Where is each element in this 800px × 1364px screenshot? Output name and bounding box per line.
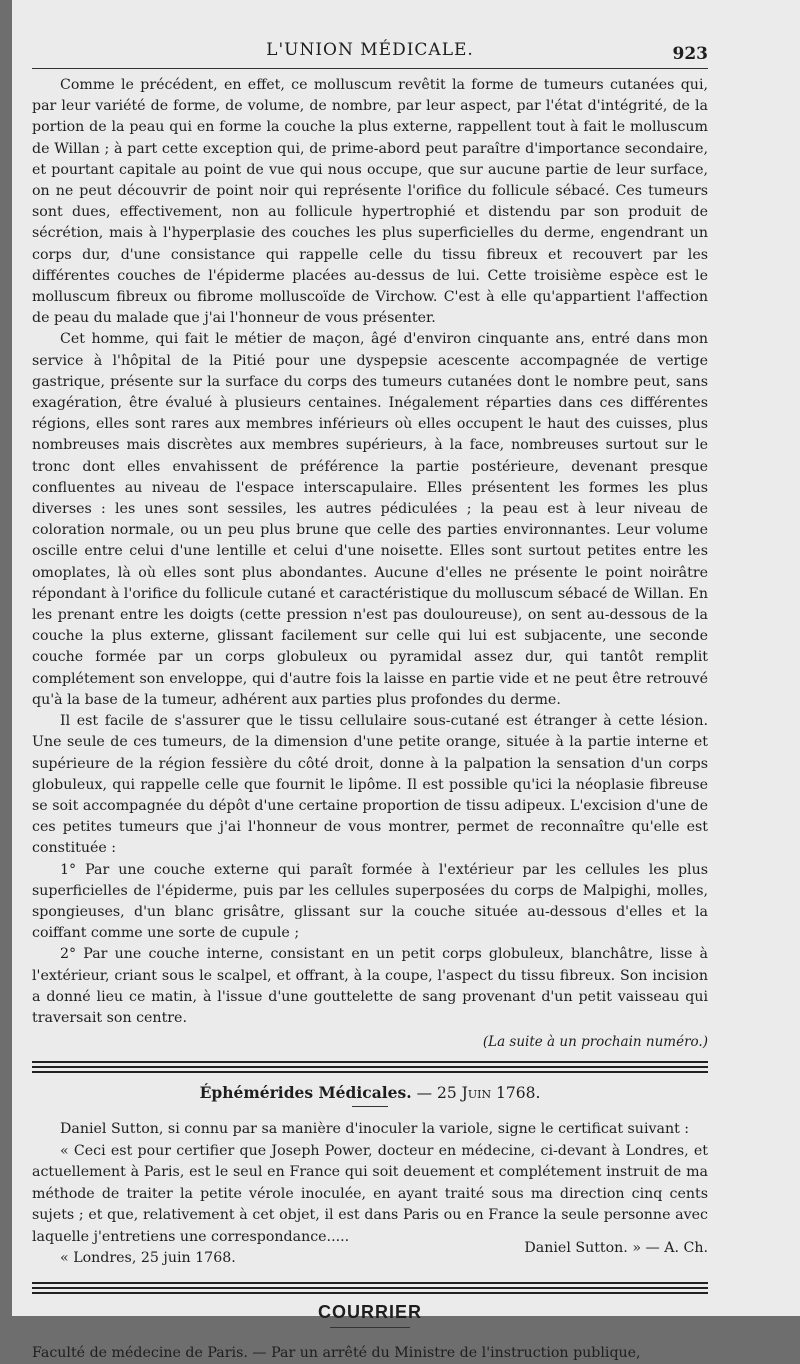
- running-title: L'UNION MÉDICALE.: [266, 40, 474, 60]
- short-divider: [352, 1106, 388, 1107]
- courrier-divider: [330, 1327, 410, 1328]
- signature-line: [32, 1240, 708, 1274]
- ephemerides-heading: [32, 1083, 708, 1102]
- ephemerides-date: — 25 Juin 1768.: [416, 1084, 541, 1103]
- journal-page: [32, 40, 708, 1364]
- page-sheet: [12, 0, 800, 1362]
- courrier-rule-bottom: [32, 1288, 708, 1294]
- article-paragraph: Cet homme, qui fait le métier de maçon, âgé d'environ cinquante ans, entré dans mon service à l'hôpital de la Pitié pour une dyspepsie acescente accompagnée de vertige gastrique, présente sur la surface du corps des tumeurs cutanées dont le nombre peut, sans exagération, être évalué à plusieurs centaines. Inégalement réparties dans ces différentes régions, elles sont rares aux membres inférieurs où elles occupent le haut des cuisses, plus nombreuses mais discrètes aux membres supérieurs, à la face, nombreuses surtout sur le tronc dont elles envahissent de préférence la partie postérieure, devenant presque confluentes au niveau de l'espace interscapulaire. Elles présentent les formes les plus diverses : les unes sont sessiles, les autres pédiculées ; la peau est à leur niveau de coloration normale, ou un peu plus brune que celle des parties environnantes. Leur volume oscille entre celui d'une lentille et celui d'une noisette. Elles sont surtout petites entre les omoplates, là où elles sont plus abondantes. Aucune d'elles ne présente le point noirâtre répondant à l'orifice du follicule cutané et caractéristique du molluscum sébacé de Willan. En les prenant entre les doigts (cette pression n'est pas douloureuse), on sent au-dessous de la couche la plus externe, glissant facilement sur celle qui lui est subjacente, une seconde couche formée par un corps globuleux ou pyramidal assez dur, qui tantôt remplit complétement son enveloppe, qui d'autre fois la laisse en partie vide et ne peut être retrouvé qu'à la base de la tumeur, adhérent aux parties plus profondes du derme.: [32, 331, 708, 708]
- article-paragraph: Il est facile de s'assurer que le tissu cellulaire sous-cutané est étranger à cette lésion. Une seule de ces tumeurs, de la dimension d'une petite orange, située à la partie interne et supérieure de la région fessière du côté droit, donne à la palpation la sensation d'un corps globuleux, qui rappelle celle que fournit le lipôme. Il est possible qu'ici la néoplasie fibreuse se soit accompagnée du dépôt d'une certaine proportion de tissu adipeux. L'excision d'une de ces petites tumeurs que j'ai l'honneur de vous montrer, permet de reconnaître qu'elle est constituée :: [32, 713, 708, 857]
- article-paragraph: Comme le précédent, en effet, ce molluscum revêtit la forme de tumeurs cutanées qui, par leur variété de forme, de volume, de nombre, par leur aspect, par l'état d'intégrité, de la portion de la peau qui en forme la couche la plus externe, rappellent tout à fait le molluscum de Willan ; à part cette exception qui, de prime-abord peut paraître d'importance secondaire, et pourtant capitale au point de vue qui nous occupe, que sur aucune partie de leur surface, on ne peut découvrir de point noir qui représente l'orifice du follicule sébacé. Ces tumeurs sont dues, effectivement, non au follicule hypertrophié et distendu par son produit de sécrétion, mais à l'hyperplasie des couches les plus superficielles du derme, engendrant un corps dur, d'une consistance qui rappelle celle du tissu fibreux et recouvert par les différentes couches de l'épiderme placées au-dessus de lui. Cette troisième espèce est le molluscum fibreux ou fibrome molluscoïde de Virchow. C'est à elle qu'appartient l'affection de peau du malade que j'ai l'honneur de vous présenter.: [32, 77, 708, 327]
- ephemerides-quote: « Ceci est pour certifier que Joseph Power, docteur en médecine, ci-devant à Londres, et actuellement à Paris, est le seul en France qui soit deuement et complétement instruit de ma méthode de traiter la petite vérole inoculée, en ayant traité sous ma direction cinq cents sujets ; et que, relativement à cet objet, il est dans Paris ou en France la seule personne avec laquelle j'entretiens une correspondance.....: [32, 1142, 708, 1245]
- courrier-heading: COURRIER: [317, 1302, 422, 1323]
- continued-note: (La suite à un prochain numéro.): [482, 1034, 708, 1051]
- ephemerides-intro: Daniel Sutton, si connu par sa manière d'inoculer la variole, signe le certificat suivant :: [60, 1121, 690, 1138]
- header-rule: [32, 68, 708, 69]
- ephemerides-section: [32, 1083, 708, 1274]
- article-body: [32, 75, 708, 1053]
- article-paragraph: 1° Par une couche externe qui paraît formée à l'extérieur par les cellules les plus superficielles de l'épiderme, puis par les cellules superposées du corps de Malpighi, molles, spongieuses, d'un blanc grisâtre, glissant sur la couche située au-dessous d'elles et la coiffant comme une sorte de cupule ;: [32, 861, 708, 942]
- courrier-line: Faculté de médecine de Paris. — Par un arrêté du Ministre de l'instruction publique,: [32, 1345, 641, 1362]
- running-head: [32, 40, 708, 68]
- section-rule-bottom: [32, 1067, 708, 1073]
- place-date: « Londres, 25 juin 1768.: [60, 1250, 236, 1267]
- ephemerides-title: Éphémérides Médicales.: [199, 1083, 412, 1103]
- signature: Daniel Sutton. » — A. Ch.: [524, 1240, 708, 1257]
- page-number: 923: [672, 44, 708, 64]
- article-paragraph: 2° Par une couche interne, consistant en un petit corps globuleux, blanchâtre, lisse à l'extérieur, criant sous le scalpel, et offrant, à la coupe, l'aspect du tissu fibreux. Son incision a donné lieu ce matin, à l'issue d'une gouttelette de sang provenant d'un petit vaisseau qui traversait son centre.: [32, 946, 708, 1026]
